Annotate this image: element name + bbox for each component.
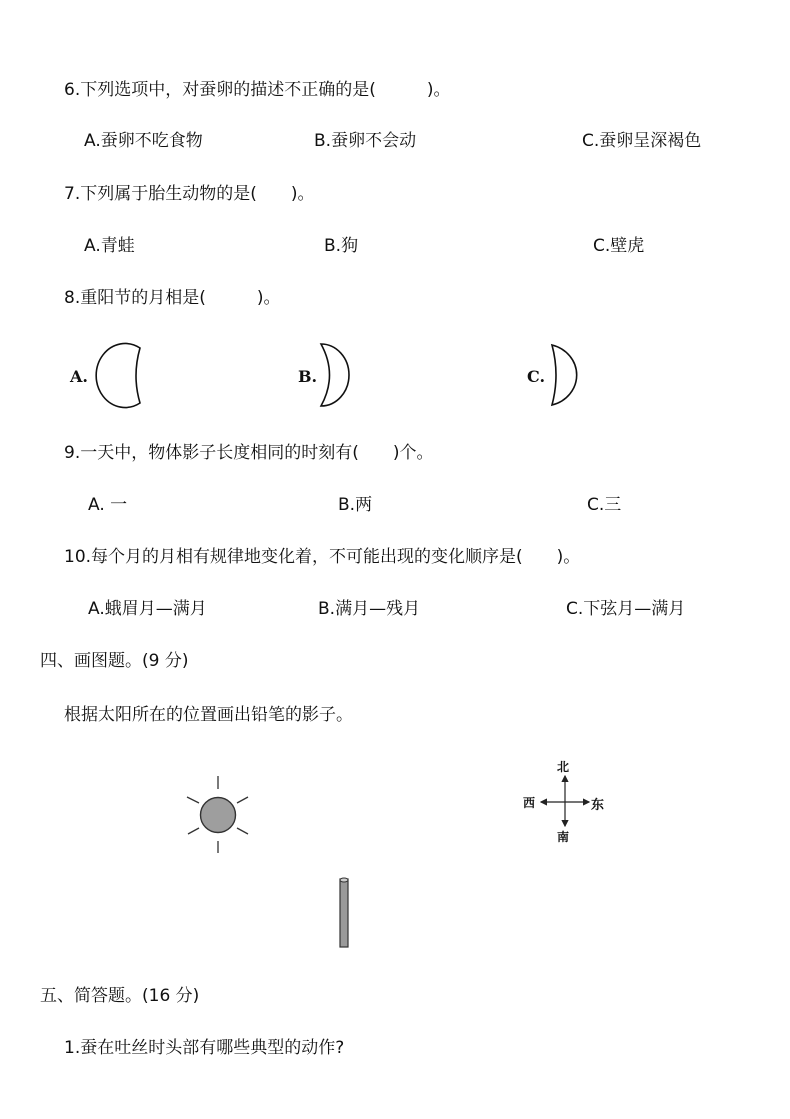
moon-half-icon	[546, 340, 594, 410]
question-10-option-c: C.下弦月—满月	[566, 599, 686, 619]
question-9-option-a: A. 一	[88, 495, 128, 515]
question-6-option-c: C.蚕卵呈深褐色	[582, 131, 702, 151]
question-6-option-a: A.蚕卵不吃食物	[84, 131, 203, 151]
compass-south-label: 南	[557, 830, 570, 844]
compass-west-label: 西	[523, 796, 536, 810]
question-9-option-b: B.两	[338, 495, 373, 515]
question-7-option-a: A.青蛙	[84, 236, 135, 256]
question-10-stem: 10.每个月的月相有规律地变化着，不可能出现的变化顺序是( )。	[64, 547, 581, 567]
question-8-option-b-label: B.	[298, 367, 318, 386]
question-9-stem: 9.一天中，物体影子长度相同的时刻有( )个。	[64, 443, 434, 463]
moon-gibbous-icon	[88, 340, 152, 410]
question-7-option-b: B.狗	[324, 236, 359, 256]
question-9-option-c: C.三	[587, 495, 622, 515]
question-7-option-c: C.壁虎	[593, 236, 645, 256]
sun-icon	[180, 774, 260, 854]
compass-north-label: 北	[557, 760, 570, 774]
question-8-option-a-label: A.	[70, 367, 88, 386]
moon-crescent-icon	[316, 340, 352, 410]
question-6-option-b: B.蚕卵不会动	[314, 131, 417, 151]
pencil-icon	[336, 876, 352, 950]
section-4-title: 四、画图题。(9 分)	[40, 651, 189, 671]
section-4-instruction: 根据太阳所在的位置画出铅笔的影子。	[64, 705, 353, 725]
question-10-option-a: A.蛾眉月—满月	[88, 599, 207, 619]
question-7-stem: 7.下列属于胎生动物的是( )。	[64, 184, 315, 204]
section-5-title: 五、简答题。(16 分)	[40, 986, 200, 1006]
question-6-stem: 6.下列选项中，对蚕卵的描述不正确的是( )。	[64, 80, 451, 100]
compass-east-label: 东	[591, 798, 605, 813]
question-10-option-b: B.满月—残月	[318, 599, 421, 619]
section-5-question-1: 1.蚕在吐丝时头部有哪些典型的动作?	[64, 1038, 345, 1058]
question-8-option-c-label: C.	[527, 367, 546, 386]
compass-rose	[519, 758, 609, 848]
question-8-stem: 8.重阳节的月相是( )。	[64, 288, 281, 308]
